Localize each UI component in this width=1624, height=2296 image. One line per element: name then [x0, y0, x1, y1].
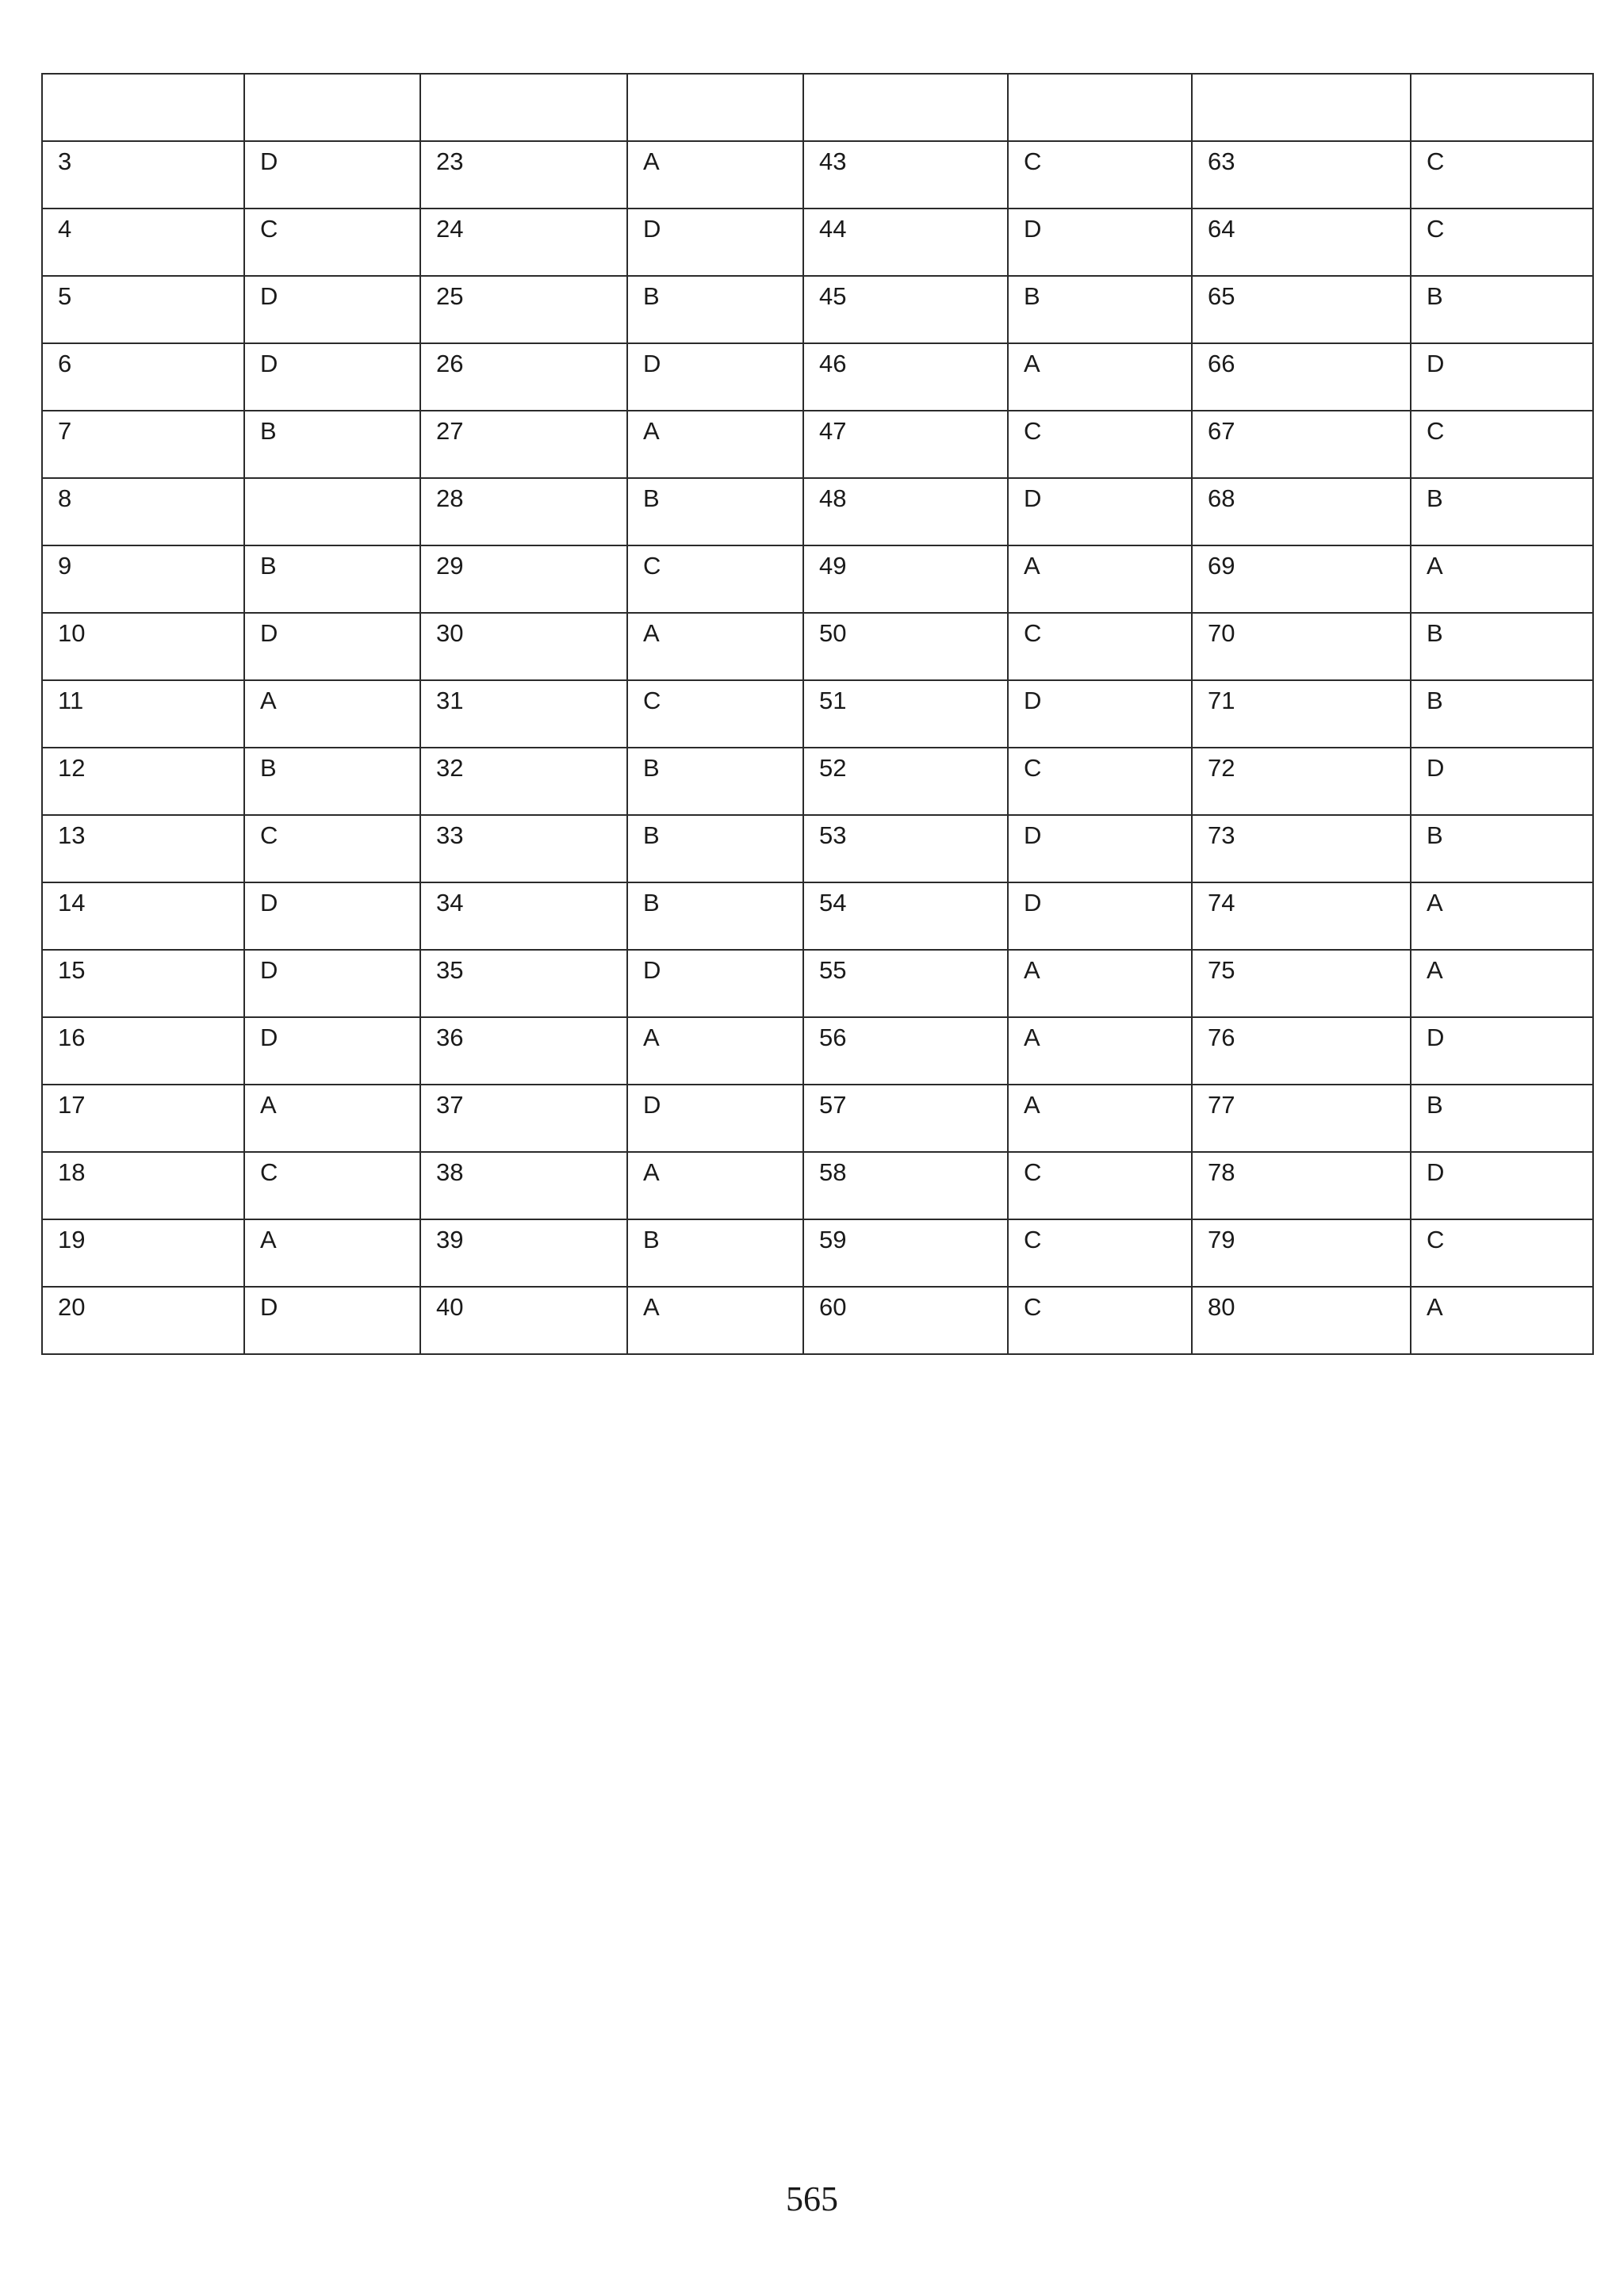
- question-number-cell: 46: [803, 343, 1008, 411]
- question-number-cell: 72: [1192, 748, 1411, 815]
- table-row: [42, 209, 1593, 276]
- table-row: [42, 1219, 1593, 1287]
- question-number-cell: 78: [1192, 1152, 1411, 1219]
- answer-cell: D: [1411, 1017, 1593, 1085]
- question-number-cell: 17: [42, 1085, 244, 1152]
- answer-key-body: [42, 74, 1593, 1354]
- question-number-cell: 19: [42, 1219, 244, 1287]
- answer-cell: C: [1008, 1152, 1192, 1219]
- table-row: [42, 1085, 1593, 1152]
- table-row: [42, 613, 1593, 680]
- question-number-cell: 25: [420, 276, 627, 343]
- answer-cell: B: [627, 748, 803, 815]
- answer-cell: C: [244, 1152, 420, 1219]
- answer-cell: D: [244, 613, 420, 680]
- answer-cell: [1411, 74, 1593, 141]
- table-row: [42, 882, 1593, 950]
- question-number-cell: 12: [42, 748, 244, 815]
- question-number-cell: [420, 74, 627, 141]
- question-number-cell: 38: [420, 1152, 627, 1219]
- question-number-cell: 63: [1192, 141, 1411, 209]
- answer-cell: D: [244, 882, 420, 950]
- question-number-cell: 68: [1192, 478, 1411, 545]
- question-number-cell: 16: [42, 1017, 244, 1085]
- question-number-cell: 14: [42, 882, 244, 950]
- question-number-cell: 33: [420, 815, 627, 882]
- question-number-cell: 30: [420, 613, 627, 680]
- question-number-cell: 66: [1192, 343, 1411, 411]
- answer-cell: B: [627, 478, 803, 545]
- question-number-cell: 75: [1192, 950, 1411, 1017]
- question-number-cell: 10: [42, 613, 244, 680]
- answer-cell: A: [1008, 950, 1192, 1017]
- question-number-cell: 54: [803, 882, 1008, 950]
- table-row: [42, 276, 1593, 343]
- answer-cell: D: [244, 1287, 420, 1354]
- answer-cell: B: [1411, 815, 1593, 882]
- question-number-cell: 52: [803, 748, 1008, 815]
- answer-cell: [627, 74, 803, 141]
- question-number-cell: 20: [42, 1287, 244, 1354]
- question-number-cell: 80: [1192, 1287, 1411, 1354]
- answer-cell: B: [627, 276, 803, 343]
- table-row: [42, 748, 1593, 815]
- table-header-row: [42, 74, 1593, 141]
- answer-cell: A: [627, 1017, 803, 1085]
- table-row: [42, 411, 1593, 478]
- question-number-cell: 67: [1192, 411, 1411, 478]
- answer-cell: B: [627, 815, 803, 882]
- answer-cell: D: [244, 141, 420, 209]
- question-number-cell: 60: [803, 1287, 1008, 1354]
- question-number-cell: 37: [420, 1085, 627, 1152]
- question-number-cell: 71: [1192, 680, 1411, 748]
- answer-key-table: [41, 73, 1594, 1355]
- answer-cell: C: [1411, 209, 1593, 276]
- question-number-cell: 6: [42, 343, 244, 411]
- answer-cell: A: [627, 613, 803, 680]
- answer-cell: D: [1411, 343, 1593, 411]
- answer-cell: C: [627, 680, 803, 748]
- question-number-cell: 35: [420, 950, 627, 1017]
- question-number-cell: 8: [42, 478, 244, 545]
- question-number-cell: 59: [803, 1219, 1008, 1287]
- question-number-cell: 73: [1192, 815, 1411, 882]
- question-number-cell: 50: [803, 613, 1008, 680]
- question-number-cell: 47: [803, 411, 1008, 478]
- answer-cell: C: [1008, 613, 1192, 680]
- question-number-cell: 51: [803, 680, 1008, 748]
- answer-cell: C: [627, 545, 803, 613]
- table-row: [42, 141, 1593, 209]
- question-number-cell: 27: [420, 411, 627, 478]
- question-number-cell: 24: [420, 209, 627, 276]
- answer-cell: A: [1411, 950, 1593, 1017]
- answer-cell: B: [244, 748, 420, 815]
- answer-cell: [244, 478, 420, 545]
- answer-cell: A: [1008, 343, 1192, 411]
- question-number-cell: 74: [1192, 882, 1411, 950]
- question-number-cell: 29: [420, 545, 627, 613]
- question-number-cell: 69: [1192, 545, 1411, 613]
- question-number-cell: 15: [42, 950, 244, 1017]
- answer-cell: D: [244, 950, 420, 1017]
- answer-cell: D: [1411, 1152, 1593, 1219]
- answer-cell: C: [1411, 141, 1593, 209]
- answer-cell: D: [1008, 209, 1192, 276]
- question-number-cell: 64: [1192, 209, 1411, 276]
- answer-cell: A: [244, 680, 420, 748]
- answer-cell: A: [627, 411, 803, 478]
- answer-cell: B: [627, 882, 803, 950]
- answer-cell: C: [1411, 411, 1593, 478]
- answer-cell: D: [627, 950, 803, 1017]
- question-number-cell: 18: [42, 1152, 244, 1219]
- question-number-cell: 76: [1192, 1017, 1411, 1085]
- question-number-cell: 13: [42, 815, 244, 882]
- answer-cell: C: [1008, 411, 1192, 478]
- question-number-cell: 5: [42, 276, 244, 343]
- question-number-cell: 36: [420, 1017, 627, 1085]
- answer-cell: B: [627, 1219, 803, 1287]
- question-number-cell: 26: [420, 343, 627, 411]
- question-number-cell: 11: [42, 680, 244, 748]
- question-number-cell: 44: [803, 209, 1008, 276]
- question-number-cell: 65: [1192, 276, 1411, 343]
- page-number: 565: [786, 2179, 838, 2218]
- answer-cell: A: [244, 1219, 420, 1287]
- question-number-cell: 32: [420, 748, 627, 815]
- table-row: [42, 680, 1593, 748]
- question-number-cell: 58: [803, 1152, 1008, 1219]
- answer-cell: A: [627, 141, 803, 209]
- table-row: [42, 1152, 1593, 1219]
- answer-cell: C: [1008, 1219, 1192, 1287]
- answer-cell: A: [627, 1287, 803, 1354]
- question-number-cell: [803, 74, 1008, 141]
- answer-cell: B: [1411, 1085, 1593, 1152]
- question-number-cell: 23: [420, 141, 627, 209]
- question-number-cell: 45: [803, 276, 1008, 343]
- table-row: [42, 343, 1593, 411]
- answer-cell: A: [1411, 882, 1593, 950]
- answer-cell: D: [244, 1017, 420, 1085]
- question-number-cell: 9: [42, 545, 244, 613]
- question-number-cell: 79: [1192, 1219, 1411, 1287]
- answer-cell: [1008, 74, 1192, 141]
- answer-cell: A: [1008, 1017, 1192, 1085]
- answer-cell: A: [627, 1152, 803, 1219]
- answer-cell: C: [1008, 748, 1192, 815]
- answer-cell: D: [1008, 815, 1192, 882]
- answer-cell: B: [1411, 680, 1593, 748]
- answer-cell: B: [1411, 613, 1593, 680]
- answer-cell: A: [1411, 1287, 1593, 1354]
- answer-cell: D: [627, 209, 803, 276]
- question-number-cell: 7: [42, 411, 244, 478]
- answer-cell: D: [627, 343, 803, 411]
- question-number-cell: 34: [420, 882, 627, 950]
- answer-cell: D: [1008, 882, 1192, 950]
- question-number-cell: 57: [803, 1085, 1008, 1152]
- question-number-cell: 43: [803, 141, 1008, 209]
- question-number-cell: 39: [420, 1219, 627, 1287]
- answer-cell: C: [244, 209, 420, 276]
- answer-cell: B: [1008, 276, 1192, 343]
- answer-cell: C: [1008, 141, 1192, 209]
- answer-cell: [244, 74, 420, 141]
- question-number-cell: 31: [420, 680, 627, 748]
- answer-cell: D: [244, 343, 420, 411]
- answer-cell: C: [244, 815, 420, 882]
- question-number-cell: 28: [420, 478, 627, 545]
- answer-cell: D: [1008, 478, 1192, 545]
- answer-cell: A: [1008, 545, 1192, 613]
- question-number-cell: 48: [803, 478, 1008, 545]
- question-number-cell: 55: [803, 950, 1008, 1017]
- answer-cell: B: [1411, 276, 1593, 343]
- table-row: [42, 815, 1593, 882]
- answer-cell: B: [244, 411, 420, 478]
- answer-cell: D: [1008, 680, 1192, 748]
- table-row: [42, 478, 1593, 545]
- question-number-cell: 56: [803, 1017, 1008, 1085]
- question-number-cell: 77: [1192, 1085, 1411, 1152]
- answer-cell: C: [1411, 1219, 1593, 1287]
- answer-cell: A: [1411, 545, 1593, 613]
- answer-cell: A: [1008, 1085, 1192, 1152]
- answer-cell: C: [1008, 1287, 1192, 1354]
- question-number-cell: 53: [803, 815, 1008, 882]
- answer-cell: B: [244, 545, 420, 613]
- answer-cell: A: [244, 1085, 420, 1152]
- table-row: [42, 1017, 1593, 1085]
- answer-cell: B: [1411, 478, 1593, 545]
- question-number-cell: 70: [1192, 613, 1411, 680]
- question-number-cell: 49: [803, 545, 1008, 613]
- answer-cell: D: [1411, 748, 1593, 815]
- answer-cell: D: [244, 276, 420, 343]
- question-number-cell: [1192, 74, 1411, 141]
- table-row: [42, 545, 1593, 613]
- answer-cell: D: [627, 1085, 803, 1152]
- table-row: [42, 950, 1593, 1017]
- question-number-cell: 40: [420, 1287, 627, 1354]
- question-number-cell: 3: [42, 141, 244, 209]
- question-number-cell: [42, 74, 244, 141]
- question-number-cell: 4: [42, 209, 244, 276]
- table-row: [42, 1287, 1593, 1354]
